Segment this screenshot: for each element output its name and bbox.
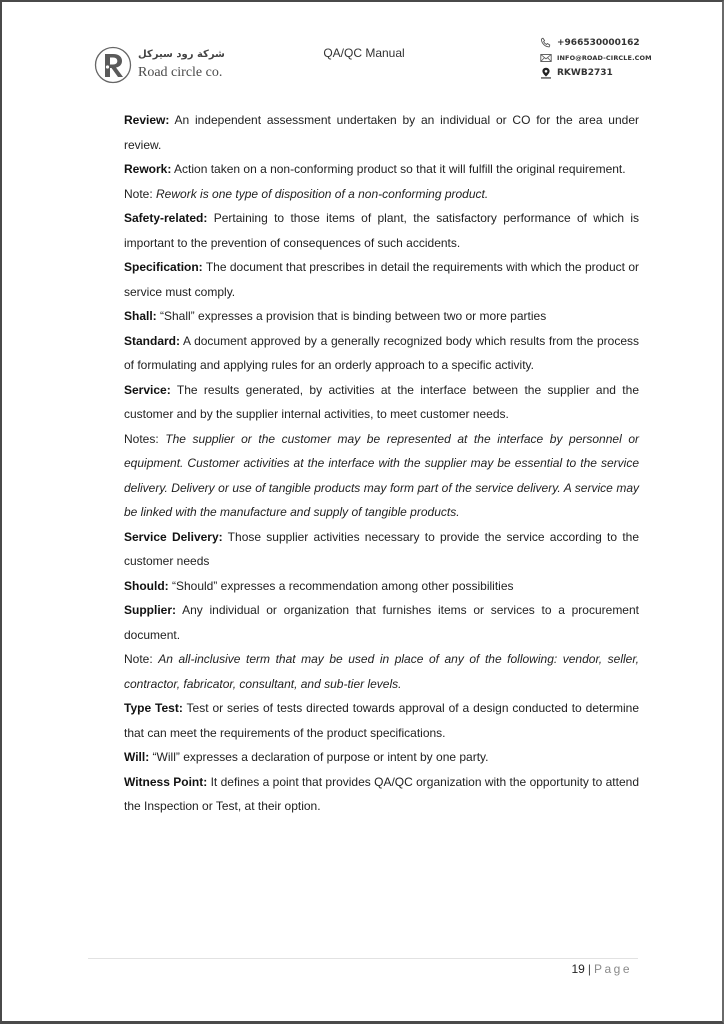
definition-will	[124, 745, 639, 770]
company-name: Road circle co.	[138, 65, 223, 80]
term: Type Test:	[124, 701, 183, 715]
email-address: INFO@ROAD-CIRCLE.COM	[557, 53, 652, 62]
term: Witness Point:	[124, 774, 208, 789]
definition-service-delivery	[124, 525, 639, 574]
term: Specification:	[124, 260, 203, 274]
term: Review:	[124, 113, 170, 127]
definition-text: A document approved by a generally recognized body which results from the process of formulating and applying rules for an orderly approach to a specific activity.	[124, 333, 639, 372]
contact-location	[540, 65, 652, 80]
definition-text: Those supplier activities necessary to provide the service according to the customer needs	[124, 529, 639, 568]
document-title: QA/QC Manual	[323, 46, 405, 60]
note-supplier	[124, 647, 639, 696]
definition-type-test	[124, 696, 639, 745]
definition-text: An independent assessment undertaken by an individual or CO for the area under review.	[124, 113, 639, 152]
contact-block	[540, 35, 652, 80]
term: Standard:	[124, 333, 181, 348]
definition-rework	[124, 157, 639, 182]
definition-specification	[124, 255, 639, 304]
term: Safety-related:	[124, 211, 208, 225]
page-label: Page	[593, 962, 632, 976]
term: Should:	[124, 578, 169, 593]
contact-phone	[540, 35, 652, 50]
page-separator: |	[587, 962, 591, 976]
note-text: An all-inclusive term that may be used in place of any of the following: vendor, seller, contractor, fabricator, consultant, and sub-tier levels.	[124, 652, 640, 691]
location-pin-icon	[540, 67, 552, 79]
page-number: 19	[571, 962, 585, 976]
note-label: Note:	[124, 186, 157, 201]
company-name-arabic: شركة رود سيركل	[138, 49, 225, 60]
definition-should	[124, 574, 639, 599]
phone-number: +966530000162	[557, 37, 640, 48]
term: Service:	[124, 382, 171, 397]
definition-supplier	[124, 598, 639, 647]
term: Shall:	[124, 309, 157, 323]
term: Rework:	[124, 162, 172, 176]
definition-text: Pertaining to those items of plant, the satisfactory performance of which is important to the prevention of consequences of such accidents.	[124, 211, 639, 250]
definition-standard	[124, 329, 639, 378]
note-text: The supplier or the customer may be represented at the interface by personnel or equipment. Customer activities at the interface with the supplier may be essential to the service delivery. Delivery or use of tangible products may form part of the service delivery. A service may be linked with the manufacture and supply of tangible products.	[124, 431, 639, 519]
note-service	[124, 427, 639, 525]
definition-text: Test or series of tests directed towards approval of a design conducted to determine that can meet the requirements of the product specifications.	[124, 701, 640, 740]
definition-review	[124, 108, 639, 157]
definition-text: “Should” expresses a recommendation among other possibilities	[168, 578, 514, 593]
definition-text: Action taken on a non-conforming product so that it will fulfill the original requirement.	[171, 162, 626, 176]
definition-text: The document that prescribes in detail the requirements with which the product or service must comply.	[124, 260, 639, 299]
page-number-footer	[571, 962, 632, 976]
mail-icon	[540, 52, 552, 64]
term: Supplier:	[124, 603, 177, 617]
note-label: Note:	[124, 652, 159, 666]
note-label: Notes:	[124, 431, 166, 446]
definition-text: Any individual or organization that furnishes items or services to a procurement document.	[124, 603, 639, 642]
definition-service	[124, 378, 639, 427]
definition-text: “Will” expresses a declaration of purpose or intent by one party.	[149, 750, 489, 764]
definition-shall	[124, 304, 639, 329]
definition-text: “Shall” expresses a provision that is binding between two or more parties	[156, 309, 547, 323]
definition-witness-point	[124, 770, 639, 819]
definitions-list	[124, 108, 639, 819]
note-rework	[124, 182, 639, 207]
footer-divider	[88, 958, 638, 959]
contact-email	[540, 50, 652, 65]
term: Service Delivery:	[124, 529, 223, 544]
location-code: RKWB2731	[557, 67, 613, 78]
definition-text: The results generated, by activities at the interface between the supplier and the customer and by the supplier internal activities, to meet customer needs.	[124, 382, 639, 421]
note-text: Rework is one type of disposition of a non-conforming product.	[156, 186, 489, 201]
definition-text: It defines a point that provides QA/QC organization with the opportunity to attend the Inspection or Test, at their option.	[124, 774, 639, 813]
term: Will:	[124, 750, 150, 764]
phone-icon	[540, 37, 552, 49]
definition-safety-related	[124, 206, 639, 255]
